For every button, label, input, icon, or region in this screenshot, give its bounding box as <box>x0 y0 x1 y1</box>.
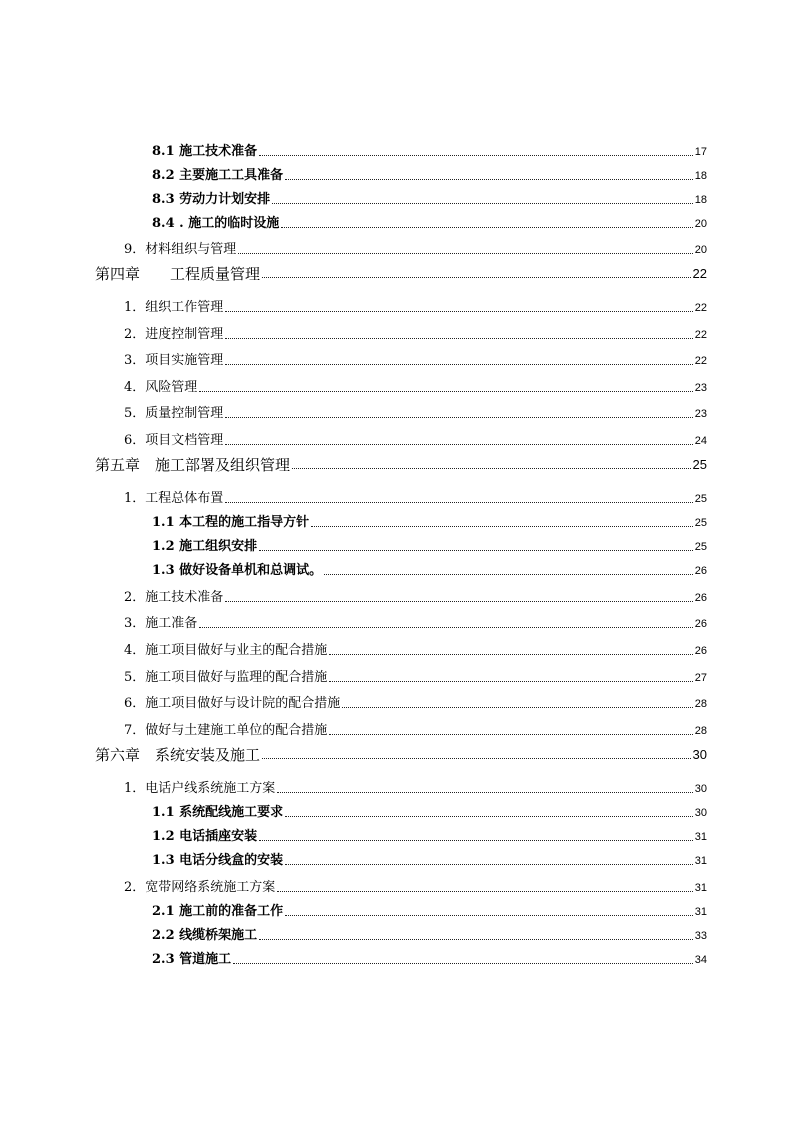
toc-leader <box>329 654 692 655</box>
toc-entry[interactable] <box>152 537 707 555</box>
toc-leader <box>225 601 692 602</box>
toc-leader <box>238 253 692 254</box>
toc-entry[interactable] <box>124 351 707 369</box>
toc-page-number: 34 <box>694 954 707 966</box>
toc-entry-title: 2.2 线缆桥架施工 <box>152 928 258 943</box>
toc-leader <box>285 864 693 865</box>
toc-page-number: 22 <box>694 302 707 314</box>
toc-entry-title: 第五章 施工部署及组织管理 <box>95 456 291 474</box>
toc-leader <box>272 203 693 204</box>
toc-page-number: 25 <box>694 517 707 529</box>
toc-entry-title: 4．风险管理 <box>124 380 198 395</box>
toc-page-number: 28 <box>694 698 707 710</box>
toc-entry-title: 9．材料组织与管理 <box>124 242 237 257</box>
toc-entry[interactable] <box>152 827 707 845</box>
toc-entry-title: 3．项目实施管理 <box>124 353 224 368</box>
toc-entry[interactable] <box>124 431 707 449</box>
toc-entry[interactable] <box>152 166 707 184</box>
toc-entry[interactable] <box>152 513 707 531</box>
toc-entry[interactable] <box>152 902 707 920</box>
toc-page-number: 26 <box>694 592 707 604</box>
toc-page-number: 20 <box>694 218 707 230</box>
toc-leader <box>324 574 693 575</box>
toc-page-number: 22 <box>694 329 707 341</box>
toc-leader <box>329 681 692 682</box>
toc-entry-title: 7．做好与土建施工单位的配合措施 <box>124 723 328 738</box>
toc-page-number: 26 <box>694 645 707 657</box>
toc-entry-title: 1.2 电话插座安装 <box>152 829 258 844</box>
toc-page-number: 22 <box>692 266 707 281</box>
toc-entry-title: 1．工程总体布置 <box>124 491 224 506</box>
toc-leader <box>277 792 692 793</box>
toc-page-number: 25 <box>694 541 707 553</box>
toc-entry-title: 8.4 . 施工的临时设施 <box>152 216 280 231</box>
toc-entry[interactable] <box>152 950 707 968</box>
toc-entry-title: 5．施工项目做好与监理的配合措施 <box>124 670 328 685</box>
toc-page-number: 31 <box>694 906 707 918</box>
toc-entry[interactable] <box>124 298 707 316</box>
toc-entry[interactable] <box>152 803 707 821</box>
toc-leader <box>259 840 693 841</box>
toc-entry-title: 4．施工项目做好与业主的配合措施 <box>124 643 328 658</box>
toc-leader <box>285 179 693 180</box>
toc-entry[interactable] <box>124 489 707 507</box>
toc-entry-title: 1．电话户线系统施工方案 <box>124 781 276 796</box>
toc-leader <box>259 155 693 156</box>
toc-leader <box>262 758 691 759</box>
toc-entry-title: 1.1 本工程的施工指导方针 <box>152 515 310 530</box>
toc-page-number: 31 <box>694 831 707 843</box>
toc-entry[interactable] <box>152 926 707 944</box>
toc-entry-title: 第六章 系统安装及施工 <box>95 746 261 764</box>
toc-page-number: 25 <box>694 493 707 505</box>
toc-leader <box>311 526 693 527</box>
toc-leader <box>225 417 692 418</box>
toc-entry[interactable] <box>124 614 707 632</box>
toc-entry[interactable] <box>124 240 707 258</box>
toc-entry[interactable] <box>152 214 707 232</box>
toc-entry[interactable] <box>95 264 707 282</box>
toc-page-number: 28 <box>694 725 707 737</box>
toc-page-number: 18 <box>694 170 707 182</box>
toc-entry-title: 8.1 施工技术准备 <box>152 144 258 159</box>
toc-leader <box>225 502 692 503</box>
toc-leader <box>225 444 692 445</box>
toc-page-number: 22 <box>694 355 707 367</box>
toc-leader <box>285 915 693 916</box>
toc-entry-title: 5．质量控制管理 <box>124 406 224 421</box>
toc-leader <box>259 939 693 940</box>
toc-leader <box>199 627 692 628</box>
toc-leader <box>277 891 692 892</box>
toc-leader <box>199 391 692 392</box>
toc-page-number: 30 <box>694 783 707 795</box>
toc-leader <box>329 734 692 735</box>
toc-leader <box>281 227 693 228</box>
toc-page-number: 25 <box>692 457 707 472</box>
toc-entry-title: 1.3 电话分线盒的安装 <box>152 853 284 868</box>
toc-entry[interactable] <box>124 325 707 343</box>
toc-entry-title: 1.1 系统配线施工要求 <box>152 805 284 820</box>
toc-entry[interactable] <box>124 641 707 659</box>
toc-entry[interactable] <box>124 721 707 739</box>
toc-entry-title: 2．施工技术准备 <box>124 590 224 605</box>
toc-entry-title: 1.2 施工组织安排 <box>152 539 258 554</box>
toc-leader <box>262 277 691 278</box>
toc-entry[interactable] <box>152 851 707 869</box>
toc-leader <box>259 550 693 551</box>
toc-page-number: 20 <box>694 244 707 256</box>
toc-page-number: 27 <box>694 672 707 684</box>
toc-entry[interactable] <box>95 455 707 473</box>
toc-entry-title: 2．宽带网络系统施工方案 <box>124 880 276 895</box>
toc-leader <box>285 816 693 817</box>
toc-page-number: 24 <box>694 435 707 447</box>
toc-page-number: 23 <box>694 382 707 394</box>
toc-entry[interactable] <box>152 561 707 579</box>
toc-leader <box>225 364 692 365</box>
toc-leader <box>342 707 692 708</box>
toc-entry-title: 2.3 管道施工 <box>152 952 232 967</box>
toc-entry[interactable] <box>124 588 707 606</box>
toc-page-number: 30 <box>692 747 707 762</box>
toc-entry-title: 第四章 工程质量管理 <box>95 265 261 283</box>
toc-leader <box>225 311 692 312</box>
toc-page-number: 18 <box>694 194 707 206</box>
toc-entry-title: 8.3 劳动力计划安排 <box>152 192 271 207</box>
toc-entry[interactable] <box>124 404 707 422</box>
toc-entry[interactable] <box>124 668 707 686</box>
toc-entry[interactable] <box>124 878 707 896</box>
toc-page-number: 26 <box>694 565 707 577</box>
toc-entry-title: 2.1 施工前的准备工作 <box>152 904 284 919</box>
toc-page-number: 26 <box>694 618 707 630</box>
toc-entry-title: 1.3 做好设备单机和总调试。 <box>152 563 323 578</box>
toc-leader <box>292 468 691 469</box>
toc-entry-title: 2．进度控制管理 <box>124 327 224 342</box>
toc-entry-title: 1．组织工作管理 <box>124 300 224 315</box>
toc-entry-title: 6．施工项目做好与设计院的配合措施 <box>124 696 341 711</box>
toc-leader <box>225 338 692 339</box>
toc-page-number: 23 <box>694 408 707 420</box>
toc-page-number: 31 <box>694 855 707 867</box>
toc-page-number: 31 <box>694 882 707 894</box>
toc-page-number: 30 <box>694 807 707 819</box>
toc-page-number: 33 <box>694 930 707 942</box>
toc-leader <box>233 963 693 964</box>
toc-entry[interactable] <box>124 779 707 797</box>
toc-entry[interactable] <box>124 694 707 712</box>
toc-entry[interactable] <box>124 378 707 396</box>
toc-entry-title: 3．施工准备 <box>124 616 198 631</box>
toc-entry-title: 8.2 主要施工工具准备 <box>152 168 284 183</box>
toc-entry-title: 6．项目文档管理 <box>124 433 224 448</box>
toc-entry[interactable] <box>152 142 707 160</box>
toc-entry[interactable] <box>152 190 707 208</box>
toc-page-number: 17 <box>694 146 707 158</box>
toc-entry[interactable] <box>95 745 707 763</box>
